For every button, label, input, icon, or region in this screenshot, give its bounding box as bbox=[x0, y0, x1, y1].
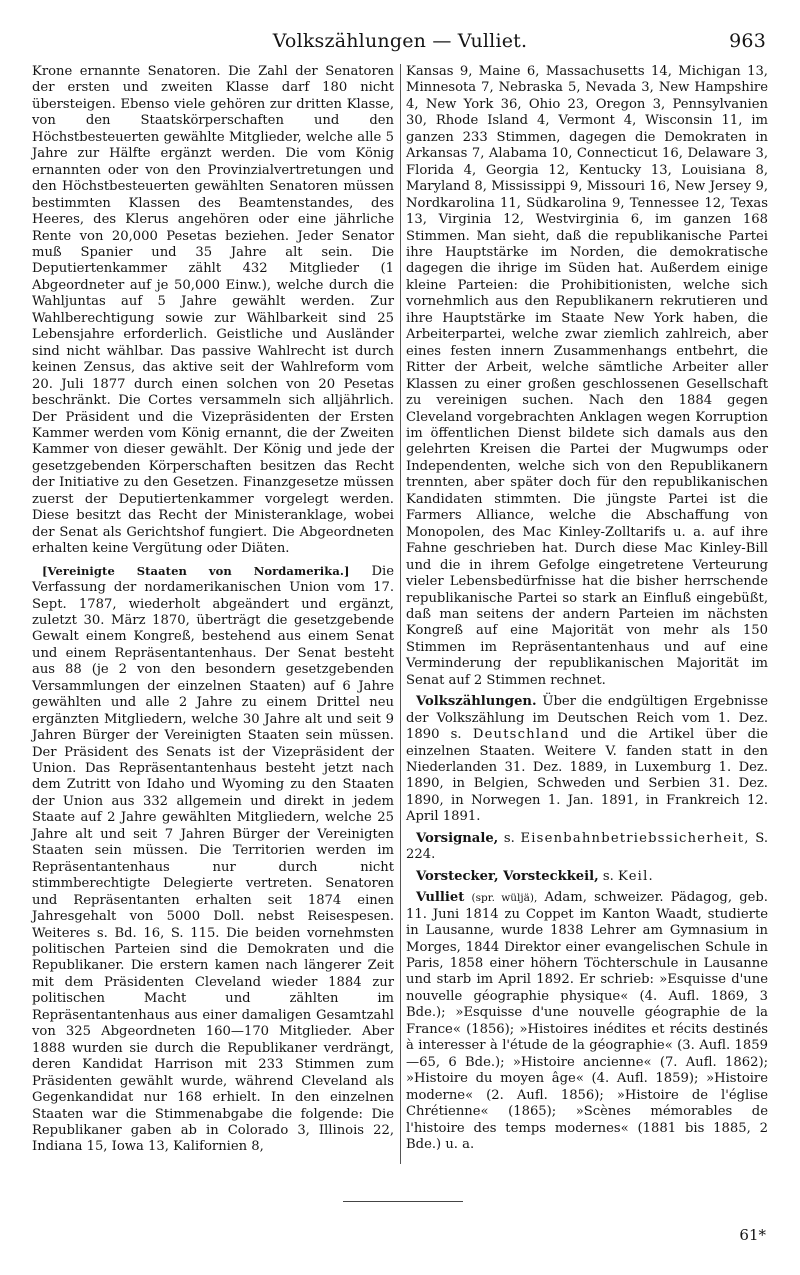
left-column bbox=[32, 64, 394, 1156]
volkszaehlungen-text-b: und die Artikel über die einzelnen Staaten. Weitere V. fanden statt in den Niederlanden 31. Dez. 1889, in Luxemburg 1. Dez. 1890, in Belgien, Schweden und Serbien 31. Dez. 1890, in Norwegen 1. Jan. 1891, in Frankreich 12. April 1891. bbox=[406, 727, 768, 825]
running-title: Volkszählungen — Vulliet. bbox=[272, 30, 528, 52]
volkszaehlungen-text-a: Über die endgültigen Ergebnisse der Volkszählung im Deutschen Reich vom 1. Dez. 1890 s. bbox=[406, 694, 768, 743]
cross-reference-deutschland: Deutschland bbox=[472, 727, 570, 743]
headword-vulliet: Vulliet bbox=[416, 890, 465, 906]
senate-paragraph: Krone ernannte Senatoren. Die Zahl der Senatoren der ersten und zweiten Klasse darf 180 nicht übersteigen. Ebenso viele gehören zur dritten Klasse, von den Staatskörperschaften und den Höchstbesteuerten gewählte Mitglieder, welche alle 5 Jahre zur Hälfte ergänzt werden. Die vom König ernannten oder von den Provinzialvertretungen und den Höchstbesteuerten gewählten Senatoren müssen bestimmten Klassen des Beamtenstandes, des Heeres, des Klerus angehören oder eine jährliche Rente von 20,000 Pesetas beziehen. Jeder Senator muß Spanier und 35 Jahre alt sein. Die Deputiertenkammer zählt 432 Mitglieder (1 Abgeordneter auf je 50,000 Einw.), welche durch die Wahljuntas auf 5 Jahre gewählt werden. Zur Wahlberechtigung sowie zur Wählbarkeit sind 25 Lebensjahre erforderlich. Geistliche und Ausländer sind nicht wählbar. Das passive Wahlrecht ist durch keinen Zensus, das aktive seit der Wahlreform vom 20. Juli 1877 durch einen solchen von 20 Pesetas beschränkt. Die Cortes versammeln sich alljährlich. Der Präsident und die Vizepräsidenten der Ersten Kammer werden vom König ernannt, die der Zweiten Kammer von dieser gewählt. Der König und jede der gesetzgebenden Körperschaften besitzen das Recht der Initiative zu den Gesetzen. Finanzgesetze müssen zuerst der Deputiertenkammer vorgelegt werden. Diese besitzt das Recht der Ministeranklage, wobei der Senat als Gerichtshof fungiert. Die Abgeordneten erhalten keine Vergütung oder Diäten. bbox=[32, 64, 394, 557]
entry-volkszaehlungen bbox=[406, 694, 768, 826]
vorsignale-text-b: S. 224. bbox=[406, 830, 768, 863]
vulliet-pronunciation: (spr. wüljä), bbox=[471, 892, 538, 905]
headword-volkszaehlungen: Volkszählungen. bbox=[416, 694, 537, 710]
headword-vorsignale: Vorsignale, bbox=[416, 830, 499, 846]
cross-reference-eisenbahn: Eisenbahnbetriebssicherheit, bbox=[520, 830, 750, 846]
vorsignale-text-a: s. bbox=[503, 830, 515, 846]
entry-vorstecker bbox=[406, 869, 768, 885]
page-number: 963 bbox=[729, 30, 766, 52]
entry-vorsignale bbox=[406, 831, 768, 864]
usa-paragraph bbox=[32, 563, 394, 1156]
right-column bbox=[406, 64, 768, 1156]
headword-vorstecker: Vorstecker, Vorsteckkeil, bbox=[416, 868, 599, 884]
printer-signature: 61* bbox=[739, 1226, 766, 1244]
column-divider bbox=[400, 64, 401, 1164]
usa-text: Die Verfassung der nordamerikanischen Union vom 17. Sept. 1787, wiederholt abgeändert und ergänzt, zuletzt 30. März 1870, überträgt die gesetzgebende Gewalt einem Kongreß, bestehend aus einem Senat und einem Repräsentantenhaus. Der Senat besteht aus 88 (je 2 von den besondern gesetzgebenden Versammlungen der einzelnen Staaten) auf 6 Jahre gewählten und alle 2 Jahre zu einem Drittel neu ergänzten Mitgliedern, welche 30 Jahre alt und seit 9 Jahren Bürger der Vereinigten Staaten sein müssen. Der Präsident des Senats ist der Vizepräsident der Union. Das Repräsentantenhaus besteht jetzt nach dem Zutritt von Idaho und Wyoming zu den Staaten der Union aus 332 allgemein und direkt in jedem Staate auf 2 Jahre gewählten Mitgliedern, welche 25 Jahre alt und seit 7 Jahren Bürger der Vereinigten Staaten sein müssen. Die Territorien werden im Repräsentantenhaus nur durch nicht stimmberechtigte Delegierte vertreten. Senatoren und Repräsentanten erhalten seit 1874 einen Jahresgehalt von 5000 Doll. nebst Reisespesen. Weiteres s. Bd. 16, S. 115. Die beiden vornehmsten politischen Parteien sind die Demokraten und die Republikaner. Die erstern kamen nach längerer Zeit mit dem Präsidenten Cleveland wieder 1884 zur politischen Macht und zählten im Repräsentantenhaus aus einer damaligen Gesamtzahl von 325 Abgeordneten 160—170 Mitglieder. Aber 1888 wurden sie durch die Republikaner verdrängt, deren Kandidat Harrison mit 233 Stimmen zum Präsidenten gewählt wurde, während Cleveland als Gegenkandidat nur 168 erhielt. In den einzelnen Staaten war die Stimmenabgabe die folgende: Die Republikaner gaben ab in Colorado 3, Illinois 22, Indiana 15, Iowa 13, Kalifornien 8, bbox=[32, 563, 394, 1155]
cross-reference-keil: Keil. bbox=[618, 868, 654, 884]
parties-paragraph: Kansas 9, Maine 6, Massachusetts 14, Michigan 13, Minnesota 7, Nebraska 5, Nevada 3, New Hampshire 4, New York 36, Ohio 23, Oregon 3, Pennsylvanien 30, Rhode Island 4, Vermont 4, Wisconsin 11, im ganzen 233 Stimmen, dagegen die Demokraten in Arkansas 7, Alabama 10, Connecticut 16, Delaware 3, Florida 4, Georgia 12, Kentucky 13, Louisiana 8, Maryland 8, Mississippi 9, Missouri 16, New Jersey 9, Nordkarolina 11, Südkarolina 9, Tennessee 12, Texas 13, Virginia 12, Westvirginia 6, im ganzen 168 Stimmen. Man sieht, daß die republikanische Partei ihre Hauptstärke im Norden, die demokratische dagegen die ihrige im Süden hat. Außerdem einige kleine Parteien: die Prohibitionisten, welche sich vornehmlich aus den Republikanern rekrutieren und ihre Hauptstärke im Staate New York haben, die Arbeiterpartei, welche zwar ziemlich zahlreich, aber eines festen innern Zusammenhangs entbehrt, die Ritter der Arbeit, welche sämtliche Arbeiter aller Klassen zu einer großen geschlossenen Gesellschaft zu vereinigen suchen. Nach den 1884 gegen Cleveland vorgebrachten Anklagen wegen Korruption im öffentlichen Dienst bildete sich damals aus den gelehrten Kreisen die Partei der Mugwumps oder Independenten, welche sich von den Republikanern trennten, aber später doch für den republikanischen Kandidaten stimmten. Die jüngste Partei ist die Farmers Alliance, welche die Abschaffung von Monopolen, des Mac Kinley-Zolltarifs u. a. auf ihre Fahne geschrieben hat. Durch diese Mac Kinley-Bill und die in ihrem Gefolge eingetretene Verteurung vieler Lebensbedürfnisse hat die bisher herrschende republikanische Partei so stark an Einfluß eingebüßt, daß man seitens der andern Parteien im nächsten Kongreß auf eine Majorität von mehr als 150 Stimmen im Repräsentantenhaus und auf eine Verminderung der republikanischen Majorität im Senat auf 2 Stimmen rechnet. bbox=[406, 64, 768, 688]
text-columns bbox=[32, 64, 768, 1156]
vorstecker-text-a: s. bbox=[602, 868, 614, 884]
vulliet-text: Adam, schweizer. Pädagog, geb. 11. Juni 1814 zu Coppet im Kanton Waadt, studierte in Lausanne, wurde 1838 Lehrer am Gymnasium in Morges, 1844 Direktor einer evangelischen Schule in Paris, 1858 einer höhern Töchterschule in Lausanne und starb im April 1892. Er schrieb: »Esquisse d'une nouvelle géographie physique« (4. Aufl. 1869, 3 Bde.); »Esquisse d'une nouvelle géographie de la France« (1856); »Histoires inédites et récits destinés à interesser à l'étude de la géographie« (3. Aufl. 1859—65, 6 Bde.); »Histoire ancienne« (7. Aufl. 1862); »Histoire du moyen âge« (4. Aufl. 1859); »Histoire moderne« (2. Aufl. 1856); »Histoire de l'église Chrétienne« (1865); »Scènes mémorables de l'histoire des temps modernes« (1881 bis 1885, 2 Bde.) u. a. bbox=[406, 890, 768, 1152]
footer-rule bbox=[343, 1201, 463, 1202]
entry-vulliet bbox=[406, 890, 768, 1153]
usa-section-heading: [Vereinigte Staaten von Nordamerika.] bbox=[42, 563, 350, 578]
running-header bbox=[32, 30, 768, 54]
